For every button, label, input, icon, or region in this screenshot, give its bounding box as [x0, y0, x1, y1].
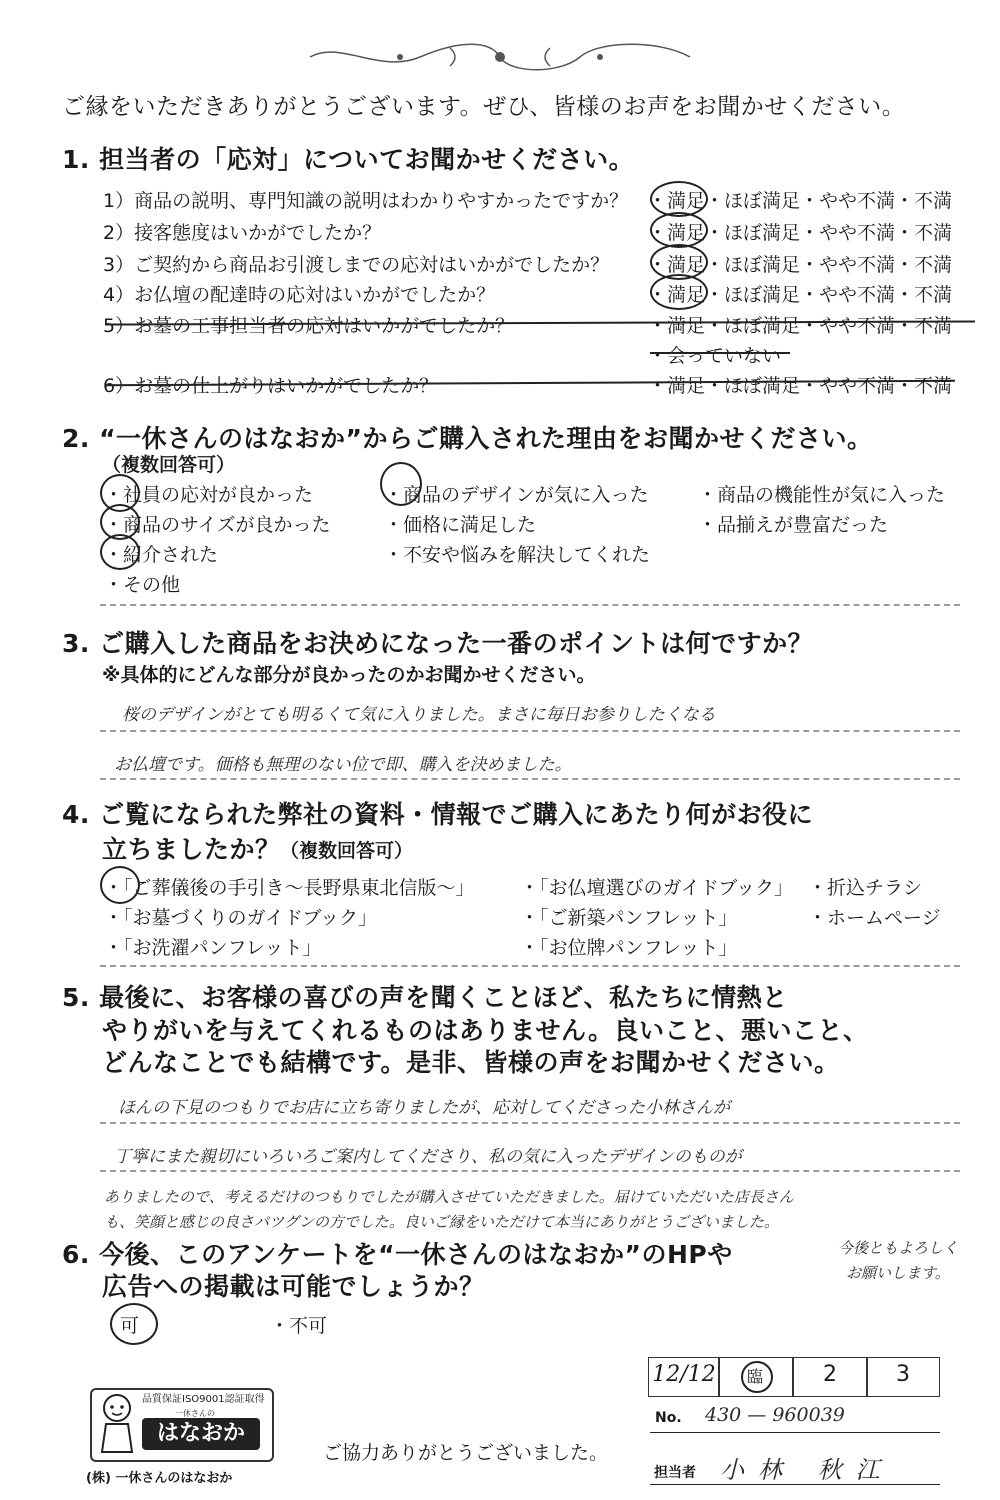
answer-line [100, 730, 960, 732]
material-option: ・「お洗濯パンフレット」 [104, 937, 322, 959]
answer-circle [110, 1303, 158, 1345]
material-option: ・「お位牌パンフレット」 [520, 937, 738, 959]
answer-circle [100, 866, 140, 904]
question-3: 3）ご契約から商品お引渡しまでの応対はいかがでしたか？ [103, 254, 610, 276]
question-6: 6）お墓の仕上がりはいかがでしたか？ [103, 375, 439, 397]
material-option: ・折込チラシ [808, 877, 923, 899]
rating-1: ・満足・ほぼ満足・やや不満・不満 [648, 190, 953, 212]
handwritten-note: 今後ともよろしく [838, 1239, 959, 1257]
thanks-text: ご協力ありがとうございました。 [323, 1442, 609, 1464]
handwritten-answer-line: お仏壇です。価格も無理のない位で即、購入を決めました。 [114, 755, 572, 775]
material-option: ・「お仏壇選びのガイドブック」 [520, 877, 794, 899]
section2-subtitle: （複数回答可） [102, 454, 236, 476]
question-5: 5）お墓の工事担当者の応対はいかがでしたか？ [103, 315, 515, 337]
section5-title-line2: やりがいを与えてくれるものはありません。良いこと、悪いこと、 [102, 1016, 869, 1045]
material-option: ・「お墓づくりのガイドブック」 [104, 907, 378, 929]
answer-line [100, 778, 960, 780]
material-option: ・ホームページ [808, 907, 941, 929]
reason-option: ・不安や悩みを解決してくれた [384, 544, 651, 566]
section4-title-line2: 立ちましたか？ [102, 835, 281, 864]
rating-2: ・満足・ほぼ満足・やや不満・不満 [648, 222, 953, 244]
material-option: ・「ご葬儀後の手引き～長野県東北信版～」 [104, 877, 475, 899]
decorative-ornament [300, 40, 700, 74]
rating-4: ・満足・ほぼ満足・やや不満・不満 [648, 284, 953, 306]
answer-line [100, 1170, 960, 1172]
rating-3: ・満足・ほぼ満足・やや不満・不満 [648, 254, 953, 276]
section6-title-line2: 広告への掲載は可能でしょうか？ [102, 1272, 485, 1301]
handwritten-answer-line: 桜のデザインがとても明るくて気に入りました。まさに毎日お参りしたくなる [122, 705, 716, 725]
record-cell-3: 3 [896, 1362, 910, 1387]
answer-circle [650, 212, 708, 248]
logo-cert-text: 品質保証ISO9001認証取得 [142, 1394, 265, 1405]
reason-option: ・その他 [104, 574, 181, 596]
rating-5-not-met: ・会っていない [648, 345, 782, 367]
handwritten-answer-line: ありましたので、考えるだけのつもりでしたが購入させていただきました。届けていただいた店長さん [104, 1188, 794, 1206]
answer-circle [650, 274, 708, 310]
handwritten-answer-line: 丁寧にまた親切にいろいろご案内してくださり、私の気に入ったデザインのものが [114, 1147, 742, 1167]
strike-line [650, 352, 790, 354]
record-underline [650, 1432, 940, 1433]
reason-option: ・商品の機能性が気に入った [698, 484, 946, 506]
record-staff-name: 小林 秋江 [720, 1456, 894, 1484]
rating-5: ・満足・ほぼ満足・やや不満・不満 [648, 315, 953, 337]
handwritten-answer-line: も、笑顔と感じの良さバツグンの方でした。良いご縁をいただけて本当にありがとうございました。 [104, 1213, 779, 1231]
record-underline [650, 1484, 940, 1485]
section5-title: 5. 最後に、お客様の喜びの声を聞くことほど、私たちに情熱と [62, 983, 788, 1012]
section1-title: 1. 担当者の「応対」についてお聞かせください。 [62, 145, 635, 174]
intro-text: ご縁をいただきありがとうございます。ぜひ、皆様のお声をお聞かせください。 [62, 94, 906, 120]
record-staff-label: 担当者 [654, 1465, 696, 1481]
section4-title-note: （複数回答可） [280, 840, 414, 862]
question-4: 4）お仏壇の配達時の応対はいかがでしたか？ [103, 284, 496, 306]
section4-title: 4. ご覧になられた弊社の資料・情報でご購入にあたり何がお役に [62, 800, 814, 829]
material-option: ・「ご新築パンフレット」 [520, 907, 738, 929]
answer-line [100, 1122, 960, 1124]
reason-option: ・紹介された [104, 544, 219, 566]
answer-circle [380, 462, 422, 506]
divider [100, 604, 960, 606]
record-no-label: No. [655, 1410, 682, 1426]
section3-subtitle: ※具体的にどんな部分が良かったのかお聞かせください。 [102, 664, 596, 686]
question-2: 2）接客態度はいかがでしたか？ [103, 222, 382, 244]
reason-option: ・品揃えが豊富だった [698, 514, 889, 536]
question-1: 1）商品の説明、専門知識の説明はわかりやすかったですか？ [103, 190, 629, 212]
handwritten-answer-line: ほんの下見のつもりでお店に立ち寄りましたが、応対してくださった小林さんが [118, 1098, 730, 1118]
reason-option: ・価格に満足した [384, 514, 537, 536]
logo-badge: はなおか [142, 1418, 260, 1450]
mascot-icon [94, 1392, 140, 1454]
section2-title: 2. “一休さんのはなおか”からご購入された理由をお聞かせください。 [62, 424, 873, 453]
reason-option: ・商品のサイズが良かった [104, 514, 331, 536]
divider [100, 965, 960, 967]
record-no-value: 430 — 960039 [705, 1404, 845, 1426]
section3-title: 3. ご購入した商品をお決めになった一番のポイントは何ですか？ [62, 629, 814, 658]
handwritten-note: お願いします。 [846, 1264, 950, 1282]
rating-6: ・満足・ほぼ満足・やや不満・不満 [648, 375, 953, 397]
reason-option: ・商品のデザインが気に入った [384, 484, 649, 506]
reason-option: ・社員の応対が良かった [104, 484, 314, 506]
option-no: ・不可 [270, 1315, 328, 1337]
record-stamp: 臨 [746, 1367, 763, 1386]
record-date: 12/12 [652, 1362, 716, 1387]
section5-title-line3: どんなことでも結構です。是非、皆様の声をお聞かせください。 [102, 1048, 840, 1077]
section6-title: 6. 今後、このアンケートを“一休さんのはなおか”のHPや [62, 1240, 733, 1269]
answer-circle [100, 534, 140, 570]
logo-small-text: 一休さんの [175, 1409, 215, 1418]
option-yes: 可 [120, 1315, 140, 1337]
record-cell-2: 2 [823, 1362, 837, 1387]
company-name: (株) 一休さんのはなおか [86, 1471, 233, 1486]
